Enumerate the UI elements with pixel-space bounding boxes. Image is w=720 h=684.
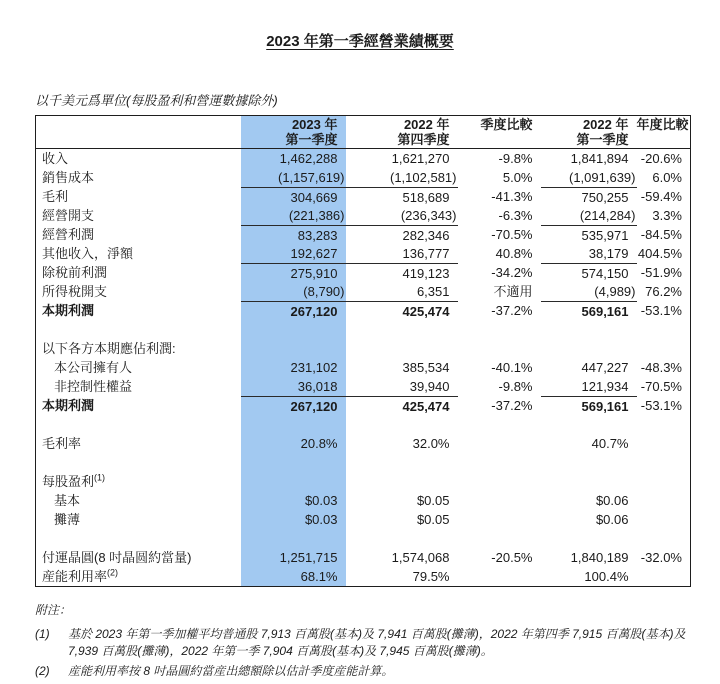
value-cell: -20.5% xyxy=(491,550,533,565)
table-row xyxy=(36,320,691,339)
results-table xyxy=(35,115,691,587)
table-header xyxy=(36,116,691,149)
row-label: 付運晶圓(8 吋晶圆約當量) xyxy=(42,550,192,565)
value-cell: 100.4% xyxy=(584,569,629,584)
column-header: 年度比較 xyxy=(637,116,691,149)
value-cell: 6.0% xyxy=(652,170,682,185)
value-cell: (1,102,581) xyxy=(390,170,457,185)
row-label: 所得稅開支 xyxy=(42,284,108,299)
table-row xyxy=(36,453,691,472)
value-cell xyxy=(241,529,346,548)
value-cell: 518,689 xyxy=(346,187,458,206)
table-row xyxy=(36,282,691,301)
value-cell: $0.06 xyxy=(595,512,629,527)
footnotes-heading: 附注： xyxy=(35,603,72,617)
table-row xyxy=(36,510,691,529)
value-cell xyxy=(541,529,637,548)
value-cell xyxy=(541,472,637,491)
value-cell: (1,157,619) xyxy=(241,168,346,187)
value-cell: 404.5% xyxy=(637,246,682,261)
value-cell xyxy=(346,339,458,358)
value-cell xyxy=(241,320,346,339)
value-cell: (214,284) xyxy=(579,208,636,223)
value-cell: -6.3% xyxy=(498,208,533,223)
value-cell xyxy=(637,529,691,548)
value-cell: 6,351 xyxy=(416,284,450,299)
value-cell: 1,621,270 xyxy=(391,151,450,166)
footnote-list xyxy=(35,626,690,680)
row-label xyxy=(36,529,241,548)
table-row xyxy=(36,358,691,377)
row-label: 本期利潤 xyxy=(42,303,95,318)
value-cell: 76.2% xyxy=(645,284,682,299)
value-cell xyxy=(637,510,691,529)
value-cell: $0.06 xyxy=(595,493,629,508)
value-cell xyxy=(458,567,541,587)
value-cell xyxy=(541,415,637,434)
value-cell xyxy=(637,453,691,472)
units-note: 以千美元爲單位(每股盈利和營運數據除外) xyxy=(35,93,278,108)
column-header: 2022 年 第一季度 xyxy=(541,116,637,149)
value-cell: 535,971 xyxy=(541,225,637,244)
value-cell xyxy=(346,320,458,339)
footnote-item xyxy=(35,663,690,680)
row-label: 基本 xyxy=(54,493,81,508)
value-cell xyxy=(458,339,541,358)
value-cell: 275,910 xyxy=(241,263,346,282)
value-cell xyxy=(637,472,691,491)
value-cell: 136,777 xyxy=(402,246,450,261)
value-cell xyxy=(541,339,637,358)
value-cell xyxy=(541,320,637,339)
column-header: 季度比較 xyxy=(458,116,541,149)
value-cell: 83,283 xyxy=(241,225,346,244)
page-title xyxy=(0,30,720,51)
value-cell: (4,989) xyxy=(594,284,636,299)
table-row xyxy=(36,339,691,358)
value-cell: -59.4% xyxy=(640,189,682,204)
value-cell: -41.3% xyxy=(491,189,533,204)
row-label: 産能利用率$^{(2)}$ xyxy=(42,567,119,584)
column-header: 2023 年 第一季度 xyxy=(241,116,346,149)
value-cell: -70.5% xyxy=(491,227,533,242)
table-row xyxy=(36,225,691,244)
table-row xyxy=(36,567,691,587)
value-cell: 39,940 xyxy=(409,379,450,394)
value-cell xyxy=(637,434,691,453)
value-cell: $0.05 xyxy=(416,512,450,527)
table-row xyxy=(36,548,691,567)
value-cell: -48.3% xyxy=(640,360,682,375)
value-cell: -9.8% xyxy=(498,151,533,166)
value-cell xyxy=(458,491,541,510)
value-cell: (1,091,639) xyxy=(569,170,636,185)
value-cell: 447,227 xyxy=(581,360,629,375)
value-cell xyxy=(458,472,541,491)
value-cell: 267,120 xyxy=(241,301,346,320)
table-row xyxy=(36,491,691,510)
table-row xyxy=(36,244,691,263)
value-cell: 3.3% xyxy=(652,208,682,223)
row-label: 毛利 xyxy=(42,189,69,204)
value-cell: -84.5% xyxy=(640,227,682,242)
value-cell: -34.2% xyxy=(491,265,533,280)
value-cell: 267,120 xyxy=(241,396,346,415)
value-cell: (8,790) xyxy=(241,282,346,301)
value-cell: 231,102 xyxy=(241,358,346,377)
value-cell: 569,161 xyxy=(541,301,637,320)
value-cell xyxy=(637,567,691,587)
value-cell xyxy=(637,491,691,510)
header-row xyxy=(36,116,691,149)
value-cell: $0.03 xyxy=(241,510,346,529)
value-cell: 38,179 xyxy=(588,246,629,261)
row-label: 收入 xyxy=(42,151,69,166)
value-cell: -37.2% xyxy=(491,303,533,318)
value-cell: 192,627 xyxy=(241,244,346,263)
row-label: 本公司擁有人 xyxy=(54,360,133,375)
value-cell: 68.1% xyxy=(241,567,346,587)
table-row xyxy=(36,187,691,206)
footnote-text: 基於 2023 年第一季加權平均普通股 7,913 百萬股(基本)及 7,941 百萬股(攤薄)，2022 年第四季 7,915 百萬股(基本)及 7,939 百萬股(攤薄)，2022 年第一季 7,904 百萬股(基本)及 7,945 百萬股(攤薄)。 xyxy=(68,627,686,658)
value-cell: -9.8% xyxy=(498,379,533,394)
value-cell: -37.2% xyxy=(491,398,533,413)
footnotes xyxy=(35,602,690,683)
value-cell: -32.0% xyxy=(640,550,682,565)
value-cell: 不適用 xyxy=(493,284,533,299)
row-label: 銷售成本 xyxy=(42,170,95,185)
value-cell: 425,474 xyxy=(346,301,458,320)
footnote-marker: (1) xyxy=(35,627,50,641)
row-label: 經營利潤 xyxy=(42,227,95,242)
column-header: 2022 年 第四季度 xyxy=(346,116,458,149)
table-row xyxy=(36,263,691,282)
value-cell xyxy=(458,415,541,434)
value-cell xyxy=(458,320,541,339)
page-title-text: 2023 年第一季經營業績概要 xyxy=(266,33,454,50)
value-cell: 5.0% xyxy=(502,170,533,185)
footnote-marker: (2) xyxy=(35,664,50,678)
row-label: 除稅前利潤 xyxy=(42,265,108,280)
row-label: 以下各方本期應佔利潤: xyxy=(42,341,176,356)
table-row xyxy=(36,529,691,548)
row-label: 非控制性權益 xyxy=(54,379,133,394)
row-label: 毛利率 xyxy=(42,436,82,451)
table-row xyxy=(36,472,691,491)
value-cell: -51.9% xyxy=(640,265,682,280)
value-cell: 40.8% xyxy=(495,246,533,261)
value-cell: -53.1% xyxy=(640,398,682,413)
value-cell: 79.5% xyxy=(412,569,450,584)
value-cell: 750,255 xyxy=(541,187,637,206)
value-cell: 419,123 xyxy=(346,263,458,282)
value-cell: 1,574,068 xyxy=(391,550,450,565)
value-cell: 20.8% xyxy=(241,434,346,453)
value-cell xyxy=(541,453,637,472)
value-cell: 282,346 xyxy=(346,225,458,244)
table-row xyxy=(36,206,691,225)
value-cell: 40.7% xyxy=(591,436,629,451)
row-label xyxy=(36,453,241,472)
value-cell: 1,840,189 xyxy=(570,550,629,565)
row-label: 經營開支 xyxy=(42,208,95,223)
row-label: 攤薄 xyxy=(54,512,81,527)
table-row xyxy=(36,301,691,320)
value-cell: $0.03 xyxy=(241,491,346,510)
table-row xyxy=(36,168,691,187)
value-cell: 569,161 xyxy=(541,396,637,415)
row-label: 其他收入，淨額 xyxy=(42,246,134,261)
value-cell xyxy=(458,434,541,453)
value-cell: 1,251,715 xyxy=(241,548,346,567)
table-row xyxy=(36,377,691,396)
value-cell: 385,534 xyxy=(402,360,450,375)
value-cell: -20.6% xyxy=(640,151,682,166)
value-cell: (236,343) xyxy=(400,208,457,223)
value-cell xyxy=(241,472,346,491)
value-cell: 1,462,288 xyxy=(241,149,346,169)
value-cell xyxy=(346,529,458,548)
value-cell: 425,474 xyxy=(346,396,458,415)
value-cell: $0.05 xyxy=(416,493,450,508)
column-header xyxy=(36,116,241,149)
value-cell xyxy=(458,510,541,529)
value-cell: -40.1% xyxy=(491,360,533,375)
value-cell xyxy=(637,415,691,434)
value-cell: 304,669 xyxy=(241,187,346,206)
value-cell xyxy=(346,415,458,434)
row-label: 本期利潤 xyxy=(42,398,95,413)
value-cell xyxy=(346,453,458,472)
footnote-text: 産能利用率按 8 吋晶圓約當産出總額除以估計季度産能計算。 xyxy=(68,664,394,678)
value-cell xyxy=(241,339,346,358)
value-cell: (221,386) xyxy=(241,206,346,225)
value-cell xyxy=(346,472,458,491)
row-label: 每股盈利$^{(1)}$ xyxy=(42,472,106,489)
table-body xyxy=(36,149,691,587)
value-cell: 36,018 xyxy=(241,377,346,396)
table-row xyxy=(36,415,691,434)
value-cell xyxy=(458,529,541,548)
value-cell xyxy=(637,339,691,358)
value-cell xyxy=(241,453,346,472)
value-cell xyxy=(637,320,691,339)
row-label xyxy=(36,415,241,434)
table-row xyxy=(36,434,691,453)
table-row xyxy=(36,396,691,415)
value-cell: 121,934 xyxy=(581,379,629,394)
value-cell: 574,150 xyxy=(541,263,637,282)
value-cell: -53.1% xyxy=(640,303,682,318)
value-cell: -70.5% xyxy=(640,379,682,394)
value-cell: 32.0% xyxy=(412,436,450,451)
table-row xyxy=(36,149,691,169)
row-label xyxy=(36,320,241,339)
value-cell xyxy=(241,415,346,434)
footnote-item xyxy=(35,626,690,660)
value-cell xyxy=(458,453,541,472)
value-cell: 1,841,894 xyxy=(570,151,629,166)
